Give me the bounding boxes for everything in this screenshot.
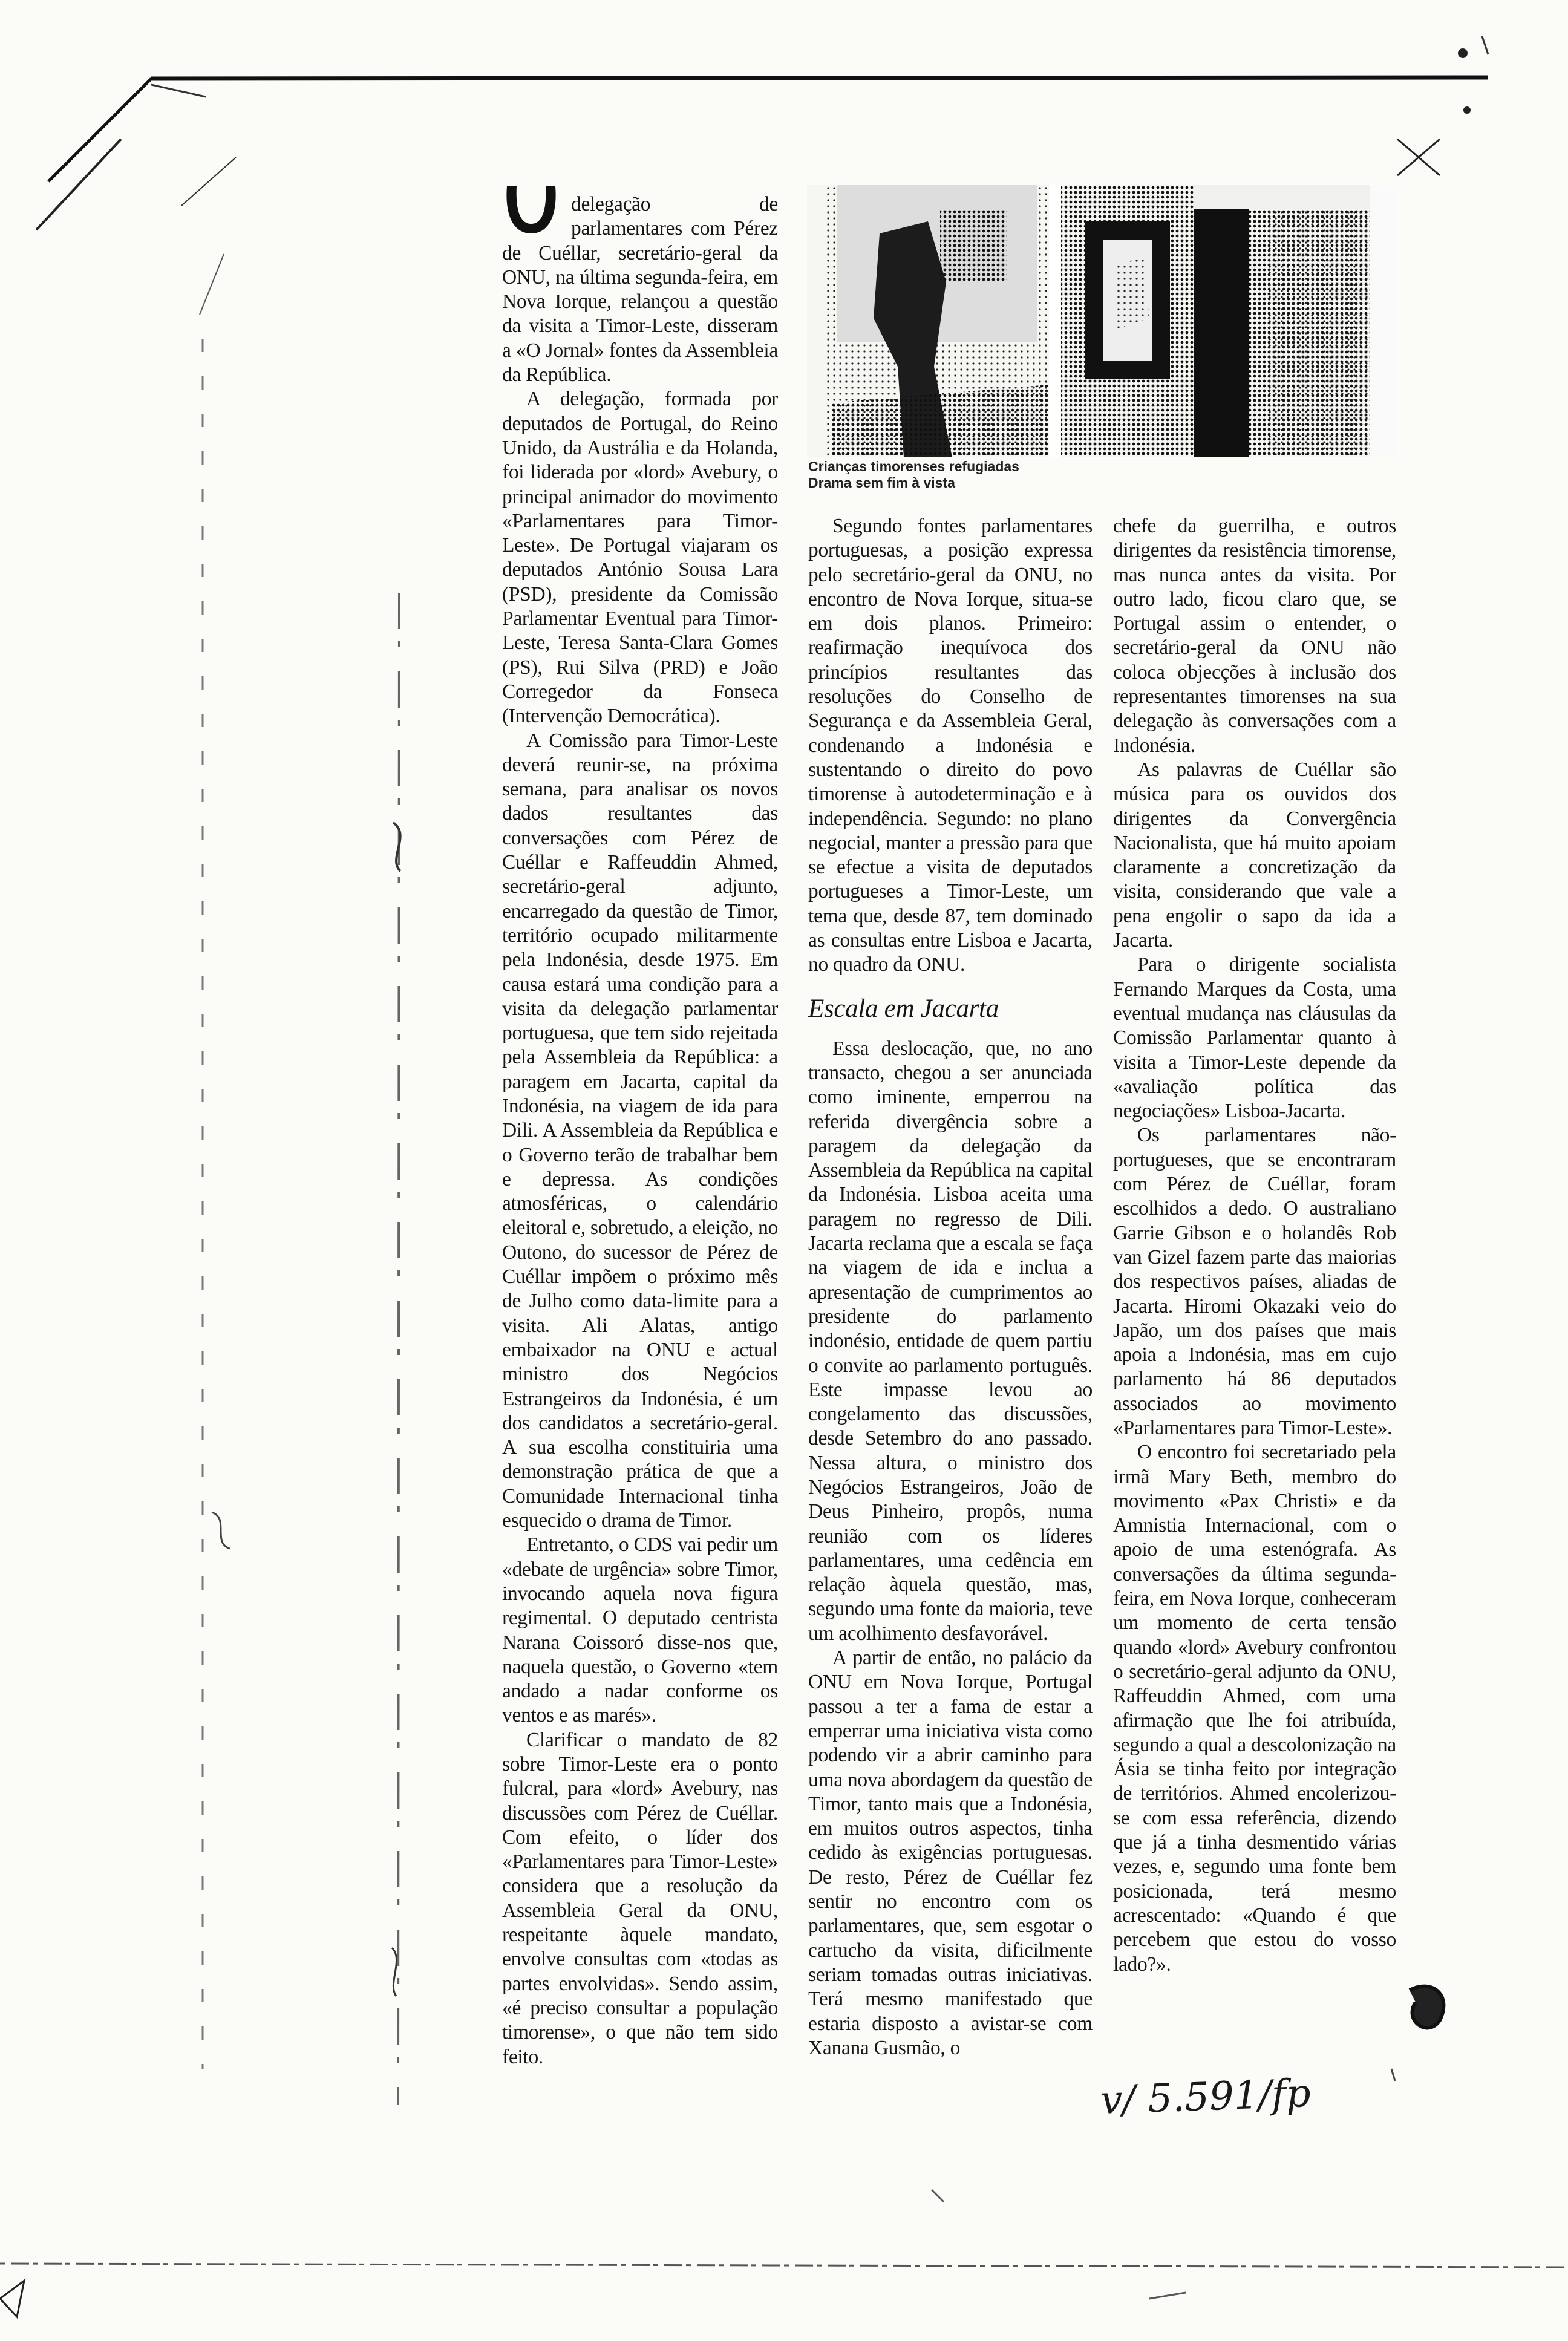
paragraph: Para o dirigente socialista Fernando Marques da Costa, uma eventual mudança nas cláusulas da Comissão Parlamentar quanto à visita a Timor-Leste depende da «avaliação política das negociações» Lisboa-Jacarta. [1113,953,1396,1123]
paragraph: Essa deslocação, que, no ano transacto, chegou a ser anunciada como iminente, emperrou na referida divergência sobre a paragem da delegação da Assembleia da República na capital da Indonésia. Lisboa aceita uma paragem no regresso de Dili. Jacarta reclama que a escala se faça na viagem de ida e inclua a apresentação de cumprimentos ao presidente do parlamento indonésio, entidade de quem partiu o convite ao parlamento português. Este impasse levou ao congelamento das discussões, desde Setembro do ano passado. Nessa altura, o ministro dos Negócios Estrangeiros, João de Deus Pinheiro, propôs, numa reunião com os líderes parlamentares, uma cedência em relação àquela questão, mas, segundo uma fonte da maioria, teve um acolhimento desfavorável. [808,1037,1093,1645]
paragraph: Clarificar o mandato de 82 sobre Timor-Leste era o ponto fulcral, para «lord» Avebury, nas discussões com Pérez de Cuéllar. Com efeito, o líder dos «Parlamentares para Timor-Leste» considera que a resolução da Assembleia Geral da ONU, respeitante àquele mandato, envolve consultas com «todas as partes envolvidas». Sendo assim, «é preciso consultar a população timorense», o que não tem sido feito. [502,1728,778,2068]
subheading: Escala em Jacarta [808,994,999,1023]
article-column-1 [502,192,778,2069]
article-column-3 [1113,514,1396,1977]
article-photo [807,185,1397,457]
drop-cap [502,186,560,235]
paragraph: As palavras de Cuéllar são música para os ouvidos dos dirigentes da Convergência Nacionalista, que há muito apoiam claramente a concretização da visita, considerando que vale a pena engolir o sapo da ida a Jacarta. [1113,758,1396,952]
handwritten-reference-text: v/ 5.591/fp [1101,2076,1312,2123]
paragraph: delegação de parlamentares com Pérez de Cuéllar, secretário-geral da ONU, na última segunda-feira, em Nova Iorque, relançou a questão da visita a Timor-Leste, disseram a «O Jornal» fontes da Assembleia da República. [502,193,778,387]
article-column-2 [808,514,1093,2060]
paragraph: Segundo fontes parlamentares portuguesas, a posição expressa pelo secretário-geral da ONU, no encontro de Nova Iorque, situa-se em dois planos. Primeiro: reafirmação inequívoca dos princípios resultantes das resoluções do Conselho de Segurança e da Assembleia Geral, condenando a Indonésia e sustentando o direito do povo timorense à autodeterminação e à independência. Segundo: no plano negocial, manter a pressão para que se efectue a visita de deputados portugueses a Timor-Leste, um tema que, desde 87, tem dominado as consultas entre Lisboa e Jacarta, no quadro da ONU. [808,515,1093,976]
handwritten-reference [1101,2076,1331,2130]
paragraph: A partir de então, no palácio da ONU em Nova Iorque, Portugal passou a ter a fama de estar a emperrar uma iniciativa vista como podendo vir a abrir caminho para uma nova abordagem da questão de Timor, tanto mais que a Indonésia, em muitos outros aspectos, tinha cedido às exigências portuguesas. De resto, Pérez de Cuéllar fez sentir no encontro com os parlamentares, que, sem esgotar o cartucho da visita, dificilmente seriam tomadas outras iniciativas. Terá mesmo manifestado que estaria disposto a avistar-se com Xanana Gusmão, o [808,1647,1093,2059]
photo-caption-line-1: Crianças timorenses refugiadas [808,459,1019,474]
photo-caption-line-2: Drama sem fim à vista [808,475,955,491]
photo-caption [808,459,1195,491]
paragraph: A delegação, formada por deputados de Portugal, do Reino Unido, da Austrália e da Holanda, foi liderada por «lord» Avebury, o principal animador do movimento «Parlamentares para Timor-Leste». De Portugal viajaram os deputados António Sousa Lara (PSD), presidente da Comissão Parlamentar Eventual para Timor-Leste, Teresa Santa-Clara Gomes (PS), Rui Silva (PRD) e João Corregedor da Fonseca (Intervenção Democrática). [502,388,778,728]
paragraph: A Comissão para Timor-Leste deverá reunir-se, na próxima semana, para analisar os novos dados resultantes das conversações com Pérez de Cuéllar e Raffeuddin Ahmed, secretário-geral adjunto, encarregado da questão de Timor, território ocupado militarmente pela Indonésia, desde 1975. Em causa estará uma condição para a visita da delegação parlamentar portuguesa, que tem sido rejeitada pela Assembleia da República: a paragem em Jacarta, capital da Indonésia, na viagem de ida para Dili. A Assembleia da República e o Governo terão de trabalhar bem e depressa. As condições atmosféricas, o calendário eleitoral e, sobretudo, a eleição, no Outono, do sucessor de Pérez de Cuéllar impõem o próximo mês de Julho como data-limite para a visita. Ali Alatas, antigo embaixador na ONU e actual ministro dos Negócios Estrangeiros da Indonésia, é um dos candidatos a secretário-geral. A sua escolha constituiria uma demonstração prática de que a Comunidade Internacional tinha esquecido o drama de Timor. [502,729,778,1532]
paragraph: chefe da guerrilha, e outros dirigentes da resistência timorense, mas nunca antes da visita. Por outro lado, ficou claro que, se Portugal assim o entender, o secretário-geral da ONU não coloca objecções à inclusão dos representantes timorenses na sua delegação às conversações com a Indonésia. [1113,515,1396,757]
paragraph: O encontro foi secretariado pela irmã Mary Beth, membro do movimento «Pax Christi» e da Amnistia Internacional, com o apoio de uma estenógrafa. As conversações da última segunda-feira, em Nova Iorque, conheceram um momento de certa tensão quando «lord» Avebury confrontou o secretário-geral adjunto da ONU, Raffeuddin Ahmed, com uma afirmação que lhe foi atribuída, segundo a qual a descolonização na Ásia se tinha feito por integração de territórios. Ahmed encolerizou-se com essa referência, dizendo que já a tinha desmentido várias vezes, e, segundo uma fonte bem posicionada, terá mesmo acrescentado: «Quando é que percebem que estou do vosso lado?». [1113,1441,1396,1976]
paragraph: Entretanto, o CDS vai pedir um «debate de urgência» sobre Timor, invocando aquela nova figura regimental. O deputado centrista Narana Coissoró disse-nos que, naquela questão, o Governo «tem andado a nadar conforme os ventos e as marés». [502,1533,778,1727]
paragraph: Os parlamentares não-portugueses, que se encontraram com Pérez de Cuéllar, foram escolhidos a dedo. O australiano Garrie Gibson e o holandês Rob van Gizel fazem parte das maiorias dos respectivos países, aliadas de Jacarta. Hiromi Okazaki veio do Japão, um dos países que mais apoia a Indonésia, mas em cujo parlamento há 86 deputados associados ao movimento «Parlamentares para Timor-Leste». [1113,1124,1396,1439]
